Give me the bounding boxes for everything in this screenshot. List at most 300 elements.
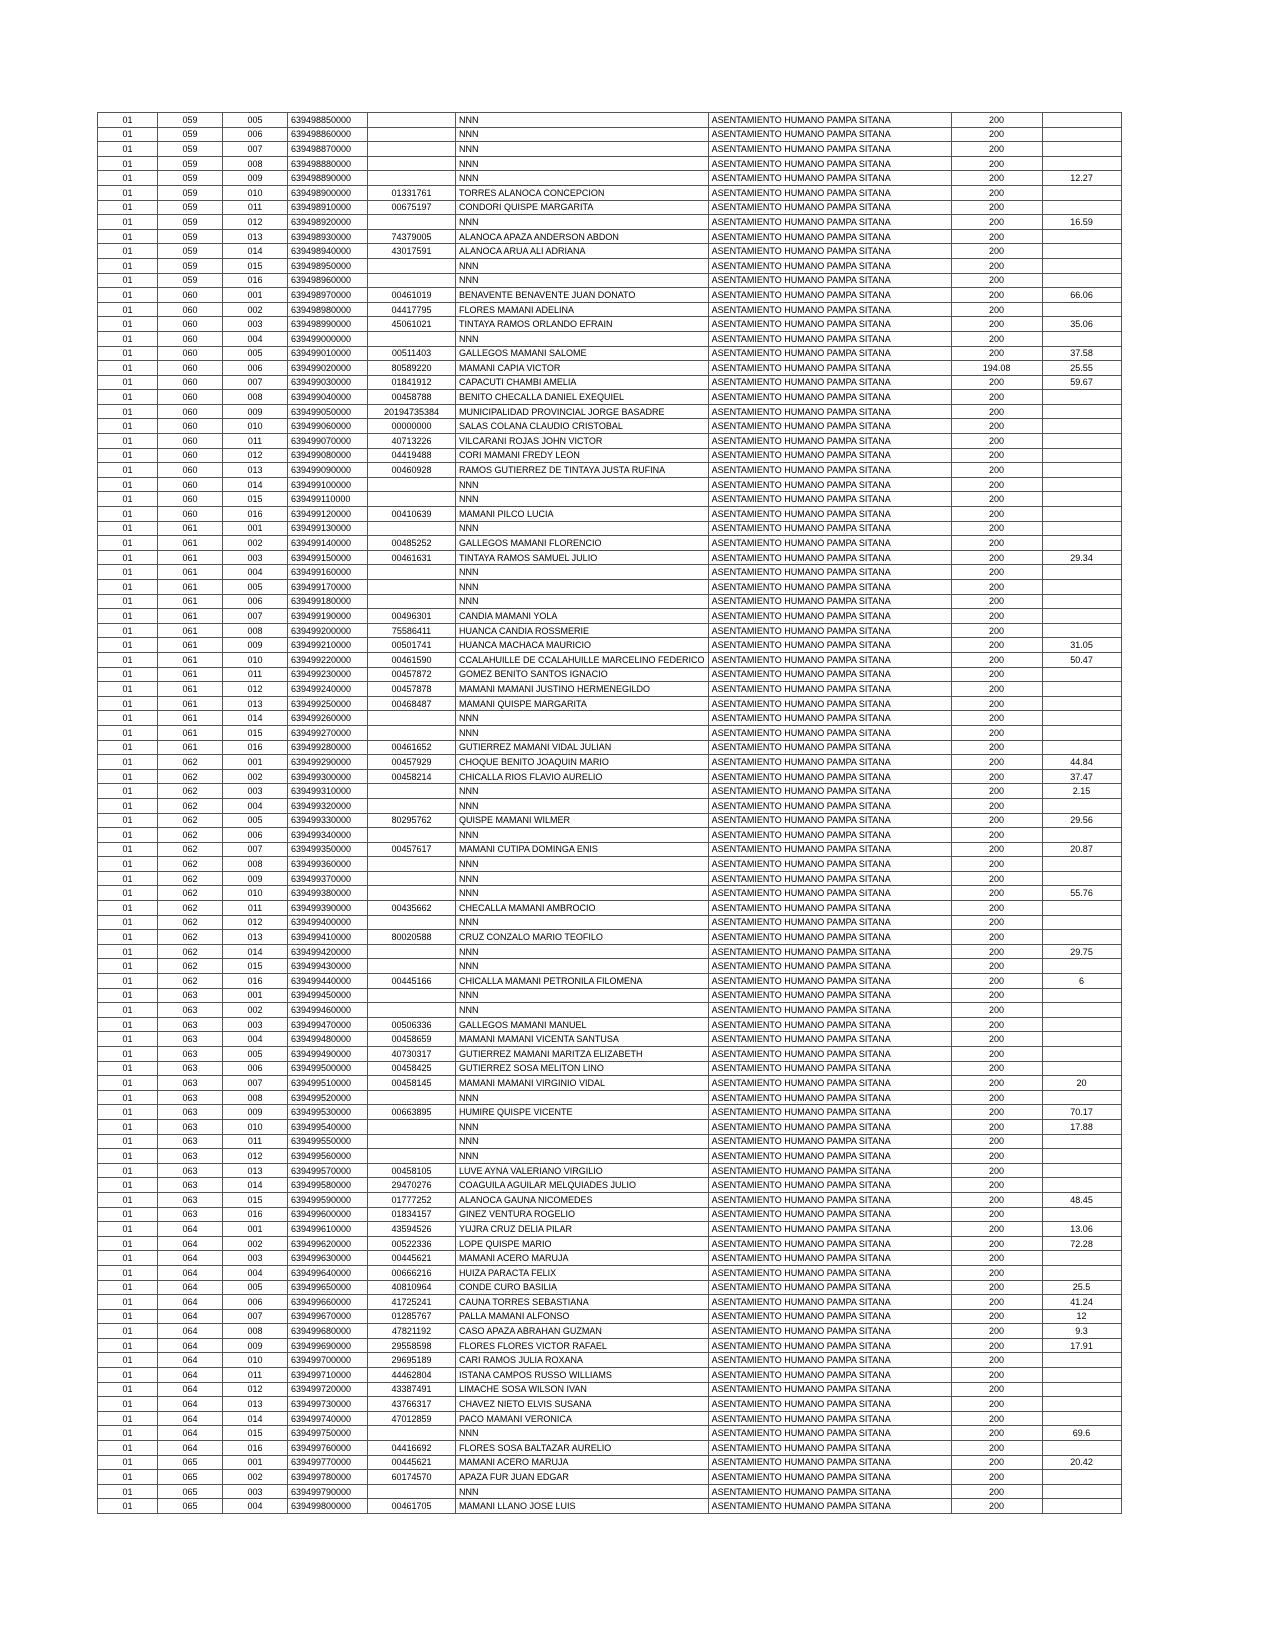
- owner-name-cell: CHECALLA MAMANI AMBROCIO: [456, 901, 709, 916]
- lot-cell: 014: [223, 244, 288, 259]
- table-row: [98, 171, 1122, 186]
- location-cell: ASENTAMIENTO HUMANO PAMPA SITANA: [708, 156, 951, 171]
- block-cell: 063: [158, 1134, 223, 1149]
- document-cell: [368, 273, 456, 288]
- owner-name-cell: GUTIERREZ SOSA MELITON LINO: [456, 1061, 709, 1076]
- owner-name-cell: NNN: [456, 156, 709, 171]
- area-cell: 200: [951, 404, 1042, 419]
- location-cell: ASENTAMIENTO HUMANO PAMPA SITANA: [708, 1032, 951, 1047]
- table-row: [98, 725, 1122, 740]
- block-cell: 064: [158, 1324, 223, 1339]
- table-row: [98, 550, 1122, 565]
- code-cell: 639498930000: [288, 229, 368, 244]
- owner-name-cell: CARI RAMOS JULIA ROXANA: [456, 1353, 709, 1368]
- location-cell: ASENTAMIENTO HUMANO PAMPA SITANA: [708, 1047, 951, 1062]
- area-cell: 200: [951, 258, 1042, 273]
- document-cell: 00457872: [368, 667, 456, 682]
- document-cell: 01331761: [368, 185, 456, 200]
- area-cell: 200: [951, 1441, 1042, 1456]
- area-cell: 200: [951, 915, 1042, 930]
- location-cell: ASENTAMIENTO HUMANO PAMPA SITANA: [708, 258, 951, 273]
- value-cell: 20.42: [1042, 1455, 1121, 1470]
- code-cell: 639498870000: [288, 142, 368, 157]
- value-cell: [1042, 1411, 1121, 1426]
- area-cell: 200: [951, 463, 1042, 478]
- value-cell: [1042, 1149, 1121, 1164]
- owner-name-cell: NNN: [456, 594, 709, 609]
- lot-cell: 014: [223, 1411, 288, 1426]
- sector-cell: 01: [98, 609, 158, 624]
- code-cell: 639499280000: [288, 740, 368, 755]
- block-cell: 059: [158, 215, 223, 230]
- area-cell: 200: [951, 623, 1042, 638]
- area-cell: 200: [951, 1397, 1042, 1412]
- document-cell: [368, 215, 456, 230]
- owner-name-cell: NNN: [456, 521, 709, 536]
- sector-cell: 01: [98, 1032, 158, 1047]
- area-cell: 200: [951, 507, 1042, 522]
- block-cell: 060: [158, 317, 223, 332]
- code-cell: 639499590000: [288, 1192, 368, 1207]
- value-cell: [1042, 507, 1121, 522]
- block-cell: 059: [158, 185, 223, 200]
- owner-name-cell: MAMANI LLANO JOSE LUIS: [456, 1499, 709, 1514]
- area-cell: 200: [951, 1222, 1042, 1237]
- code-cell: 639499470000: [288, 1017, 368, 1032]
- code-cell: 639498970000: [288, 288, 368, 303]
- table-row: [98, 623, 1122, 638]
- sector-cell: 01: [98, 1076, 158, 1091]
- lot-cell: 013: [223, 1163, 288, 1178]
- owner-name-cell: NNN: [456, 915, 709, 930]
- document-cell: 80020588: [368, 930, 456, 945]
- owner-name-cell: GALLEGOS MAMANI MANUEL: [456, 1017, 709, 1032]
- sector-cell: 01: [98, 1003, 158, 1018]
- value-cell: [1042, 1251, 1121, 1266]
- location-cell: ASENTAMIENTO HUMANO PAMPA SITANA: [708, 580, 951, 595]
- owner-name-cell: GUTIERREZ MAMANI MARITZA ELIZABETH: [456, 1047, 709, 1062]
- value-cell: [1042, 390, 1121, 405]
- sector-cell: 01: [98, 477, 158, 492]
- area-cell: 200: [951, 302, 1042, 317]
- lot-cell: 012: [223, 1382, 288, 1397]
- code-cell: 639499380000: [288, 886, 368, 901]
- code-cell: 639498940000: [288, 244, 368, 259]
- document-cell: [368, 171, 456, 186]
- document-cell: 00458145: [368, 1076, 456, 1091]
- table-row: [98, 375, 1122, 390]
- lot-cell: 011: [223, 1368, 288, 1383]
- area-cell: 200: [951, 813, 1042, 828]
- area-cell: 200: [951, 244, 1042, 259]
- lot-cell: 015: [223, 492, 288, 507]
- document-cell: 43766317: [368, 1397, 456, 1412]
- owner-name-cell: NNN: [456, 959, 709, 974]
- block-cell: 060: [158, 302, 223, 317]
- table-row: [98, 1265, 1122, 1280]
- block-cell: 060: [158, 361, 223, 376]
- value-cell: [1042, 1382, 1121, 1397]
- lot-cell: 014: [223, 477, 288, 492]
- location-cell: ASENTAMIENTO HUMANO PAMPA SITANA: [708, 1134, 951, 1149]
- area-cell: 200: [951, 1061, 1042, 1076]
- code-cell: 639498980000: [288, 302, 368, 317]
- owner-name-cell: MUNICIPALIDAD PROVINCIAL JORGE BASADRE: [456, 404, 709, 419]
- document-cell: 47012859: [368, 1411, 456, 1426]
- lot-cell: 002: [223, 302, 288, 317]
- code-cell: 639499000000: [288, 331, 368, 346]
- location-cell: ASENTAMIENTO HUMANO PAMPA SITANA: [708, 200, 951, 215]
- block-cell: 061: [158, 565, 223, 580]
- lot-cell: 012: [223, 682, 288, 697]
- table-row: [98, 1163, 1122, 1178]
- table-row: [98, 1076, 1122, 1091]
- area-cell: 200: [951, 652, 1042, 667]
- owner-name-cell: MAMANI PILCO LUCIA: [456, 507, 709, 522]
- owner-name-cell: APAZA FUR JUAN EDGAR: [456, 1470, 709, 1485]
- owner-name-cell: CONDORI QUISPE MARGARITA: [456, 200, 709, 215]
- code-cell: 639499120000: [288, 507, 368, 522]
- table-row: [98, 507, 1122, 522]
- sector-cell: 01: [98, 594, 158, 609]
- document-cell: [368, 113, 456, 128]
- code-cell: 639499560000: [288, 1149, 368, 1164]
- value-cell: 69.6: [1042, 1426, 1121, 1441]
- value-cell: [1042, 185, 1121, 200]
- document-cell: 80589220: [368, 361, 456, 376]
- block-cell: 064: [158, 1222, 223, 1237]
- lot-cell: 013: [223, 229, 288, 244]
- block-cell: 061: [158, 740, 223, 755]
- code-cell: 639499190000: [288, 609, 368, 624]
- area-cell: 200: [951, 1047, 1042, 1062]
- code-cell: 639499390000: [288, 901, 368, 916]
- lot-cell: 015: [223, 258, 288, 273]
- location-cell: ASENTAMIENTO HUMANO PAMPA SITANA: [708, 1178, 951, 1193]
- owner-name-cell: NNN: [456, 142, 709, 157]
- document-cell: 01834157: [368, 1207, 456, 1222]
- code-cell: 639499230000: [288, 667, 368, 682]
- table-row: [98, 682, 1122, 697]
- table-row: [98, 638, 1122, 653]
- value-cell: 17.88: [1042, 1119, 1121, 1134]
- value-cell: [1042, 229, 1121, 244]
- value-cell: [1042, 1397, 1121, 1412]
- code-cell: 639499320000: [288, 798, 368, 813]
- owner-name-cell: RAMOS GUTIERREZ DE TINTAYA JUSTA RUFINA: [456, 463, 709, 478]
- location-cell: ASENTAMIENTO HUMANO PAMPA SITANA: [708, 1499, 951, 1514]
- owner-name-cell: LUVE AYNA VALERIANO VIRGILIO: [456, 1163, 709, 1178]
- code-cell: 639499200000: [288, 623, 368, 638]
- sector-cell: 01: [98, 288, 158, 303]
- code-cell: 639499460000: [288, 1003, 368, 1018]
- code-cell: 639499570000: [288, 1163, 368, 1178]
- sector-cell: 01: [98, 638, 158, 653]
- value-cell: [1042, 725, 1121, 740]
- block-cell: 062: [158, 755, 223, 770]
- owner-name-cell: CHAVEZ NIETO ELVIS SUSANA: [456, 1397, 709, 1412]
- lot-cell: 002: [223, 1003, 288, 1018]
- area-cell: 200: [951, 784, 1042, 799]
- block-cell: 061: [158, 667, 223, 682]
- location-cell: ASENTAMIENTO HUMANO PAMPA SITANA: [708, 1280, 951, 1295]
- lot-cell: 004: [223, 565, 288, 580]
- code-cell: 639499350000: [288, 842, 368, 857]
- owner-name-cell: NNN: [456, 1426, 709, 1441]
- document-cell: 04419488: [368, 448, 456, 463]
- table-row: [98, 813, 1122, 828]
- block-cell: 063: [158, 1003, 223, 1018]
- owner-name-cell: NNN: [456, 258, 709, 273]
- code-cell: 639499550000: [288, 1134, 368, 1149]
- location-cell: ASENTAMIENTO HUMANO PAMPA SITANA: [708, 1149, 951, 1164]
- lot-cell: 003: [223, 317, 288, 332]
- owner-name-cell: TINTAYA RAMOS SAMUEL JULIO: [456, 550, 709, 565]
- sector-cell: 01: [98, 1119, 158, 1134]
- block-cell: 062: [158, 798, 223, 813]
- value-cell: [1042, 696, 1121, 711]
- value-cell: [1042, 1134, 1121, 1149]
- lot-cell: 007: [223, 1076, 288, 1091]
- area-cell: 200: [951, 1207, 1042, 1222]
- sector-cell: 01: [98, 784, 158, 799]
- area-cell: 200: [951, 1134, 1042, 1149]
- value-cell: [1042, 448, 1121, 463]
- document-cell: 43017591: [368, 244, 456, 259]
- value-cell: 29.56: [1042, 813, 1121, 828]
- location-cell: ASENTAMIENTO HUMANO PAMPA SITANA: [708, 536, 951, 551]
- location-cell: ASENTAMIENTO HUMANO PAMPA SITANA: [708, 682, 951, 697]
- code-cell: 639499800000: [288, 1499, 368, 1514]
- sector-cell: 01: [98, 1324, 158, 1339]
- lot-cell: 010: [223, 652, 288, 667]
- sector-cell: 01: [98, 404, 158, 419]
- table-row: [98, 769, 1122, 784]
- value-cell: [1042, 1017, 1121, 1032]
- location-cell: ASENTAMIENTO HUMANO PAMPA SITANA: [708, 915, 951, 930]
- sector-cell: 01: [98, 215, 158, 230]
- area-cell: 200: [951, 1411, 1042, 1426]
- lot-cell: 012: [223, 915, 288, 930]
- block-cell: 060: [158, 288, 223, 303]
- block-cell: 063: [158, 1032, 223, 1047]
- owner-name-cell: CHICALLA RIOS FLAVIO AURELIO: [456, 769, 709, 784]
- area-cell: 200: [951, 171, 1042, 186]
- document-cell: 00445166: [368, 974, 456, 989]
- location-cell: ASENTAMIENTO HUMANO PAMPA SITANA: [708, 813, 951, 828]
- owner-name-cell: NNN: [456, 127, 709, 142]
- table-row: [98, 1017, 1122, 1032]
- value-cell: [1042, 244, 1121, 259]
- lot-cell: 005: [223, 813, 288, 828]
- value-cell: [1042, 331, 1121, 346]
- code-cell: 639499070000: [288, 434, 368, 449]
- block-cell: 059: [158, 229, 223, 244]
- area-cell: 200: [951, 580, 1042, 595]
- table-row: [98, 113, 1122, 128]
- document-cell: [368, 580, 456, 595]
- location-cell: ASENTAMIENTO HUMANO PAMPA SITANA: [708, 419, 951, 434]
- document-cell: 00522336: [368, 1236, 456, 1251]
- block-cell: 061: [158, 521, 223, 536]
- area-cell: 194.08: [951, 361, 1042, 376]
- location-cell: ASENTAMIENTO HUMANO PAMPA SITANA: [708, 930, 951, 945]
- table-row: [98, 1382, 1122, 1397]
- location-cell: ASENTAMIENTO HUMANO PAMPA SITANA: [708, 434, 951, 449]
- block-cell: 060: [158, 492, 223, 507]
- block-cell: 061: [158, 652, 223, 667]
- sector-cell: 01: [98, 1280, 158, 1295]
- sector-cell: 01: [98, 769, 158, 784]
- sector-cell: 01: [98, 200, 158, 215]
- block-cell: 063: [158, 1163, 223, 1178]
- document-cell: 00501741: [368, 638, 456, 653]
- block-cell: 063: [158, 1076, 223, 1091]
- document-cell: 45061021: [368, 317, 456, 332]
- code-cell: 639499490000: [288, 1047, 368, 1062]
- table-row: [98, 142, 1122, 157]
- block-cell: 064: [158, 1295, 223, 1310]
- value-cell: [1042, 258, 1121, 273]
- sector-cell: 01: [98, 244, 158, 259]
- location-cell: ASENTAMIENTO HUMANO PAMPA SITANA: [708, 448, 951, 463]
- table-row: [98, 1397, 1122, 1412]
- owner-name-cell: TORRES ALANOCA CONCEPCION: [456, 185, 709, 200]
- area-cell: 200: [951, 1236, 1042, 1251]
- table-row: [98, 798, 1122, 813]
- block-cell: 063: [158, 1061, 223, 1076]
- table-row: [98, 1032, 1122, 1047]
- document-cell: 00461631: [368, 550, 456, 565]
- sector-cell: 01: [98, 507, 158, 522]
- lot-cell: 004: [223, 798, 288, 813]
- value-cell: [1042, 142, 1121, 157]
- sector-cell: 01: [98, 857, 158, 872]
- owner-name-cell: ALANOCA GAUNA NICOMEDES: [456, 1192, 709, 1207]
- owner-name-cell: NNN: [456, 1090, 709, 1105]
- area-cell: 200: [951, 1149, 1042, 1164]
- code-cell: 639499630000: [288, 1251, 368, 1266]
- area-cell: 200: [951, 828, 1042, 843]
- value-cell: 72.28: [1042, 1236, 1121, 1251]
- owner-name-cell: YUJRA CRUZ DELIA PILAR: [456, 1222, 709, 1237]
- lot-cell: 008: [223, 156, 288, 171]
- owner-name-cell: NNN: [456, 273, 709, 288]
- block-cell: 059: [158, 244, 223, 259]
- lot-cell: 013: [223, 930, 288, 945]
- value-cell: [1042, 1441, 1121, 1456]
- location-cell: ASENTAMIENTO HUMANO PAMPA SITANA: [708, 507, 951, 522]
- lot-cell: 010: [223, 1119, 288, 1134]
- area-cell: 200: [951, 930, 1042, 945]
- table-row: [98, 1222, 1122, 1237]
- owner-name-cell: HUANCA CANDIA ROSSMERIE: [456, 623, 709, 638]
- owner-name-cell: NNN: [456, 331, 709, 346]
- sector-cell: 01: [98, 448, 158, 463]
- owner-name-cell: GALLEGOS MAMANI FLORENCIO: [456, 536, 709, 551]
- area-cell: 200: [951, 229, 1042, 244]
- document-cell: [368, 886, 456, 901]
- sector-cell: 01: [98, 171, 158, 186]
- block-cell: 062: [158, 944, 223, 959]
- document-cell: 00000000: [368, 419, 456, 434]
- block-cell: 060: [158, 346, 223, 361]
- table-row: [98, 974, 1122, 989]
- code-cell: 639499250000: [288, 696, 368, 711]
- area-cell: 200: [951, 448, 1042, 463]
- sector-cell: 01: [98, 521, 158, 536]
- code-cell: 639499730000: [288, 1397, 368, 1412]
- block-cell: 061: [158, 725, 223, 740]
- value-cell: [1042, 127, 1121, 142]
- lot-cell: 011: [223, 200, 288, 215]
- owner-name-cell: CHOQUE BENITO JOAQUIN MARIO: [456, 755, 709, 770]
- location-cell: ASENTAMIENTO HUMANO PAMPA SITANA: [708, 215, 951, 230]
- lot-cell: 001: [223, 288, 288, 303]
- document-cell: [368, 477, 456, 492]
- document-cell: 00675197: [368, 200, 456, 215]
- table-row: [98, 652, 1122, 667]
- owner-name-cell: NNN: [456, 113, 709, 128]
- owner-name-cell: BENAVENTE BENAVENTE JUAN DONATO: [456, 288, 709, 303]
- value-cell: [1042, 915, 1121, 930]
- location-cell: ASENTAMIENTO HUMANO PAMPA SITANA: [708, 959, 951, 974]
- area-cell: 200: [951, 1455, 1042, 1470]
- value-cell: [1042, 930, 1121, 945]
- code-cell: 639499030000: [288, 375, 368, 390]
- location-cell: ASENTAMIENTO HUMANO PAMPA SITANA: [708, 944, 951, 959]
- value-cell: 12.27: [1042, 171, 1121, 186]
- lot-cell: 010: [223, 185, 288, 200]
- area-cell: 200: [951, 886, 1042, 901]
- lot-cell: 003: [223, 1017, 288, 1032]
- sector-cell: 01: [98, 1149, 158, 1164]
- value-cell: [1042, 711, 1121, 726]
- code-cell: 639499760000: [288, 1441, 368, 1456]
- sector-cell: 01: [98, 1178, 158, 1193]
- sector-cell: 01: [98, 667, 158, 682]
- area-cell: 200: [951, 1003, 1042, 1018]
- value-cell: [1042, 273, 1121, 288]
- area-cell: 200: [951, 974, 1042, 989]
- code-cell: 639499770000: [288, 1455, 368, 1470]
- location-cell: ASENTAMIENTO HUMANO PAMPA SITANA: [708, 1076, 951, 1091]
- lot-cell: 003: [223, 1251, 288, 1266]
- table-row: [98, 1251, 1122, 1266]
- block-cell: 062: [158, 871, 223, 886]
- location-cell: ASENTAMIENTO HUMANO PAMPA SITANA: [708, 142, 951, 157]
- block-cell: 060: [158, 375, 223, 390]
- area-cell: 200: [951, 711, 1042, 726]
- code-cell: 639499040000: [288, 390, 368, 405]
- document-cell: 44462804: [368, 1368, 456, 1383]
- sector-cell: 01: [98, 258, 158, 273]
- document-cell: 43594526: [368, 1222, 456, 1237]
- value-cell: 25.55: [1042, 361, 1121, 376]
- owner-name-cell: GALLEGOS MAMANI SALOME: [456, 346, 709, 361]
- data-table: [97, 112, 1122, 1514]
- sector-cell: 01: [98, 842, 158, 857]
- area-cell: 200: [951, 769, 1042, 784]
- location-cell: ASENTAMIENTO HUMANO PAMPA SITANA: [708, 755, 951, 770]
- sector-cell: 01: [98, 740, 158, 755]
- location-cell: ASENTAMIENTO HUMANO PAMPA SITANA: [708, 1411, 951, 1426]
- block-cell: 063: [158, 1119, 223, 1134]
- code-cell: 639499260000: [288, 711, 368, 726]
- code-cell: 639499410000: [288, 930, 368, 945]
- code-cell: 639499300000: [288, 769, 368, 784]
- sector-cell: 01: [98, 944, 158, 959]
